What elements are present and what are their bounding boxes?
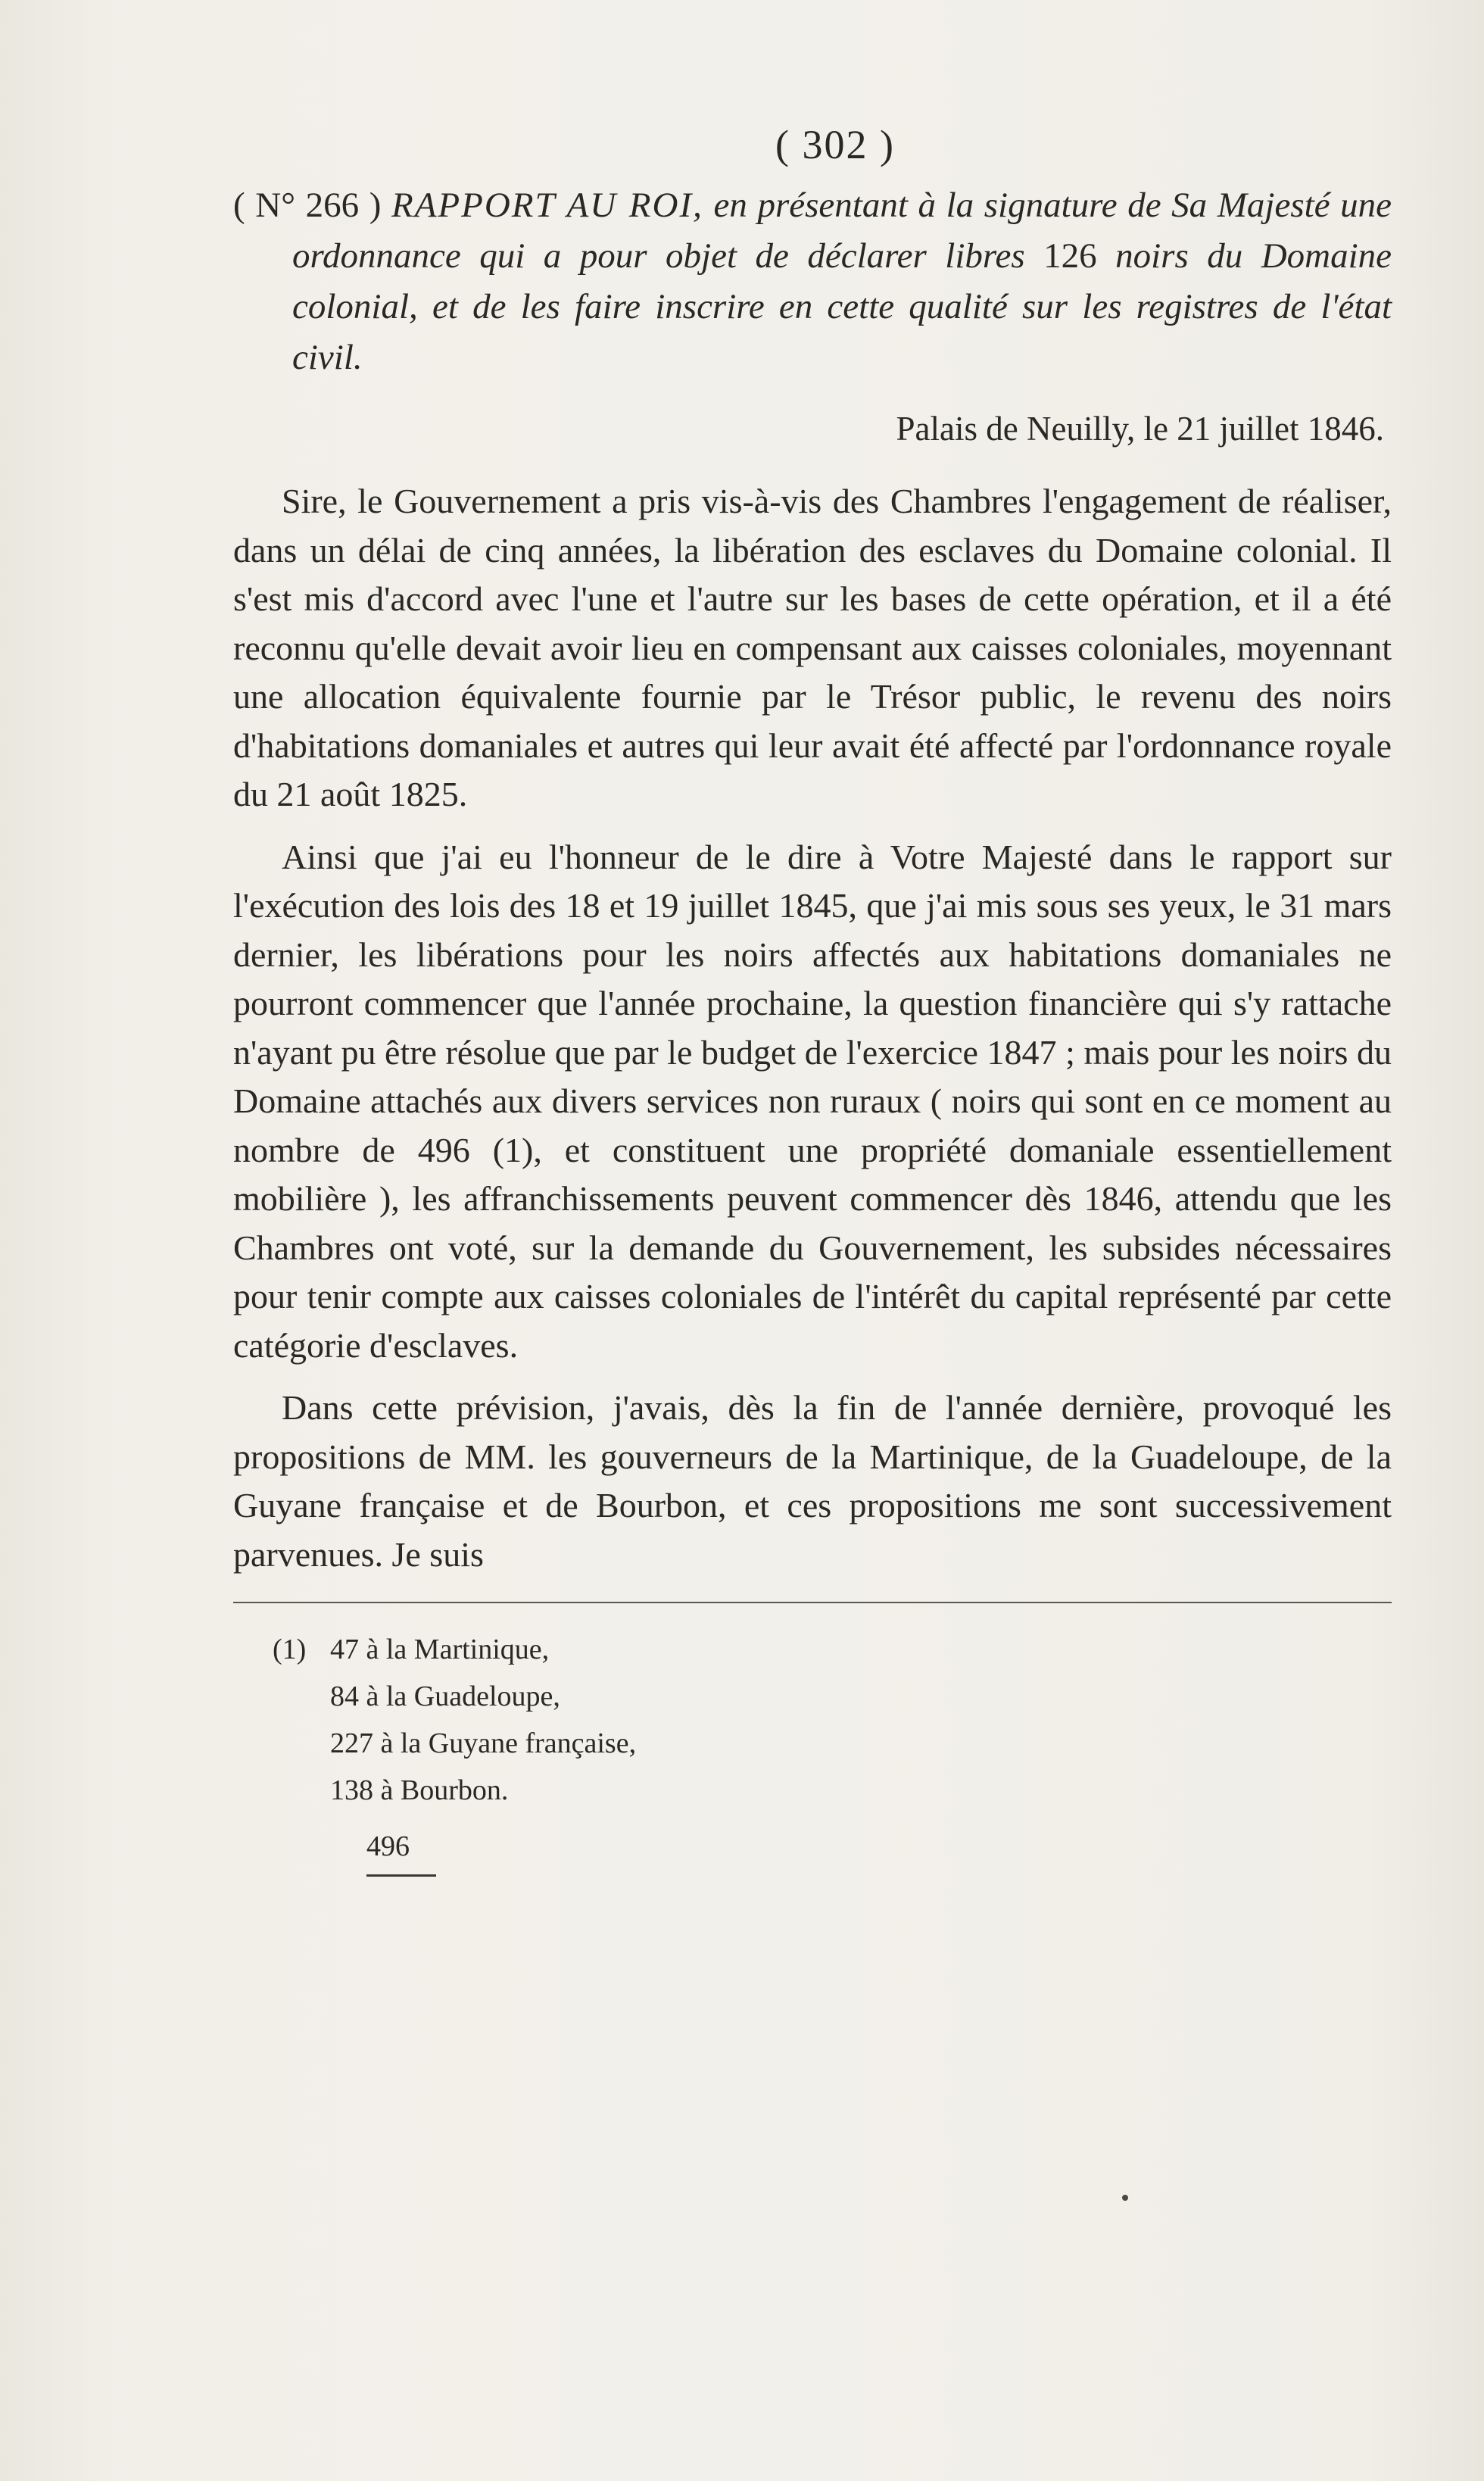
paragraph: Sire, le Gouvernement a pris vis-à-vis des Chambres l'engagement de réaliser, dans un délai de cinq années, la libération des esclaves du Domaine colonial. Il s'est mis d'accord avec l'une et l'autre sur les bases de cette opération, et il a été reconnu qu'elle devait avoir lieu en compensant aux caisses coloniales, moyennant une allocation équivalente fournie par le Trésor public, le revenu des noirs d'habitations domaniales et autres qui leur avait été affecté par l'ordonnance royale du 21 août 1825. (233, 482, 1392, 813)
report-subject: en présentant à la signature de Sa Majesté une ordonnance qui a pour objet de déclarer libres (292, 186, 1392, 276)
dateline: Palais de Neuilly, le 21 juillet 1846. (896, 410, 1384, 448)
paragraph: Ainsi que j'ai eu l'honneur de le dire à Votre Majesté dans le rapport sur l'exécution des lois des 18 et 19 juillet 1845, que j'ai mis sous ses yeux, le 31 mars dernier, les libérations pour les noirs affectés aux habitations domaniales ne pourront commencer que l'année prochaine, la question financière qui s'y rattache n'ayant pu être résolue que par le budget de l'exercice 1847 ; mais pour les noirs du Domaine attachés aux divers services non ruraux ( noirs qui sont en ce moment au nombre de 496 (1), et constituent une propriété domaniale essentiellement mobilière ), les affranchissements peuvent commencer dès 1846, attendu que les Chambres ont voté, sur la demande du Gouvernement, les subsides nécessaires pour tenir compte aux caisses coloniales de l'intérêt du capital représenté par cette catégorie d'esclaves. (233, 837, 1392, 1365)
report-number: ( N° 266 ) (233, 186, 382, 225)
footnote-total: 496 (366, 1830, 410, 1862)
footnote-line: 84 à la Guadeloupe, (330, 1681, 560, 1712)
page-number: ( 302 ) (775, 122, 895, 167)
footnote-total-underline (366, 1874, 436, 1877)
text-block (233, 121, 1392, 1877)
footnote-rule (233, 1602, 1392, 1603)
footnote (273, 1626, 1392, 1877)
footnote-line: 138 à Bourbon. (330, 1774, 509, 1806)
footnote-line: 47 à la Martinique, (330, 1634, 550, 1665)
footnote-marker: (1) (273, 1634, 307, 1665)
report-title: RAPPORT AU ROI, (391, 186, 703, 225)
paragraph: Dans cette prévision, j'avais, dès la fin de l'année dernière, provoqué les propositions de MM. les gouverneurs de la Martinique, de la Guadeloupe, de la Guyane française et de Bourbon, et ces propositions me sont successivement parvenues. Je suis (233, 1388, 1392, 1574)
report-heading (233, 180, 1392, 383)
report-count: 126 (1043, 236, 1097, 276)
report-subject-end: noirs du Domaine colonial, et de les faire inscrire en cette qualité sur les registres de l'état civil. (292, 236, 1392, 377)
footnote-line: 227 à la Guyane française, (330, 1727, 637, 1759)
paper-speck (1122, 2195, 1128, 2201)
footnote-first-row (273, 1626, 1392, 1673)
